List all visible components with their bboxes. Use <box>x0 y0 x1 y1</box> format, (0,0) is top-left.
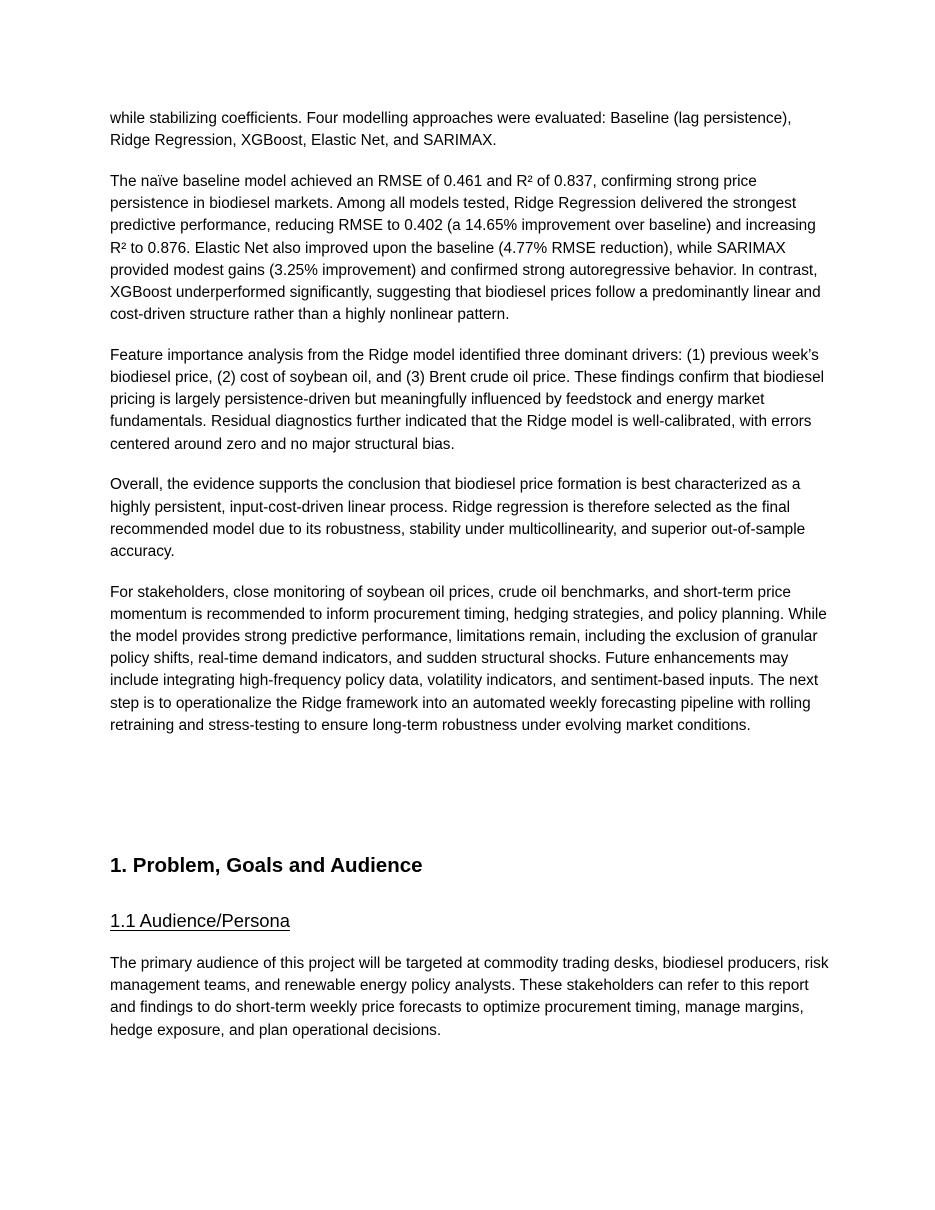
paragraph-model-approaches: while stabilizing coefficients. Four modelling approaches were evaluated: Baseline (lag persistence), Ridge Regression, XGBoost, Elastic Net, and SARIMAX. <box>110 110 792 150</box>
paragraph-model-performance: The naïve baseline model achieved an RMSE of 0.461 and R² of 0.837, confirming strong price persistence in biodiesel markets. Among all models tested, Ridge Regression delivered the strongest predictive performance, reducing RMSE to 0.402 (a 14.65% improvement over baseline) and increasing R² to 0.876. Elastic Net also improved upon the baseline (4.77% RMSE reduction), while SARIMAX provided modest gains (3.25% improvement) and confirmed strong autoregressive behavior. In contrast, XGBoost underperformed significantly, suggesting that biodiesel prices follow a predominantly linear and cost-driven structure rather than a highly nonlinear pattern. <box>110 172 821 324</box>
paragraph-conclusion: Overall, the evidence supports the conclusion that biodiesel price formation is best characterized as a highly persistent, input-cost-driven linear process. Ridge regression is therefore selected as the final recommended model due to its robustness, stability under multicollinearity, and superior out-of-sample accuracy. <box>110 476 806 560</box>
section-heading: 1. Problem, Goals and Audience <box>110 854 423 877</box>
document-page <box>110 108 830 1039</box>
paragraph-audience: The primary audience of this project will be targeted at commodity trading desks, biodiesel producers, risk management teams, and renewable energy policy analysts. These stakeholders can refer to this report and findings to do short-term weekly price forecasts to optimize procurement timing, manage margins, hedge exposure, and plan operational decisions. <box>110 955 829 1039</box>
paragraph-feature-importance: Feature importance analysis from the Ridge model identified three dominant drivers: (1) previous week’s biodiesel price, (2) cost of soybean oil, and (3) Brent crude oil price. These findings confirm that biodiesel pricing is largely persistence-driven but meaningfully influenced by feedstock and energy market fundamentals. Residual diagnostics further indicated that the Ridge model is well-calibrated, with errors centered around zero and no major structural bias. <box>110 346 825 453</box>
paragraph-stakeholders: For stakeholders, close monitoring of soybean oil prices, crude oil benchmarks, and short-term price momentum is recommended to inform procurement timing, hedging strategies, and policy planning. While the model provides strong predictive performance, limitations remain, including the exclusion of granular policy shifts, real-time demand indicators, and sudden structural shocks. Future enhancements may include integrating high-frequency policy data, volatility indicators, and sentiment-based inputs. The next step is to operationalize the Ridge framework into an automated weekly forecasting pipeline with rolling retraining and stress-testing to ensure long-term robustness under evolving market conditions. <box>110 583 827 734</box>
subsection-heading: 1.1 Audience/Persona <box>110 910 290 931</box>
